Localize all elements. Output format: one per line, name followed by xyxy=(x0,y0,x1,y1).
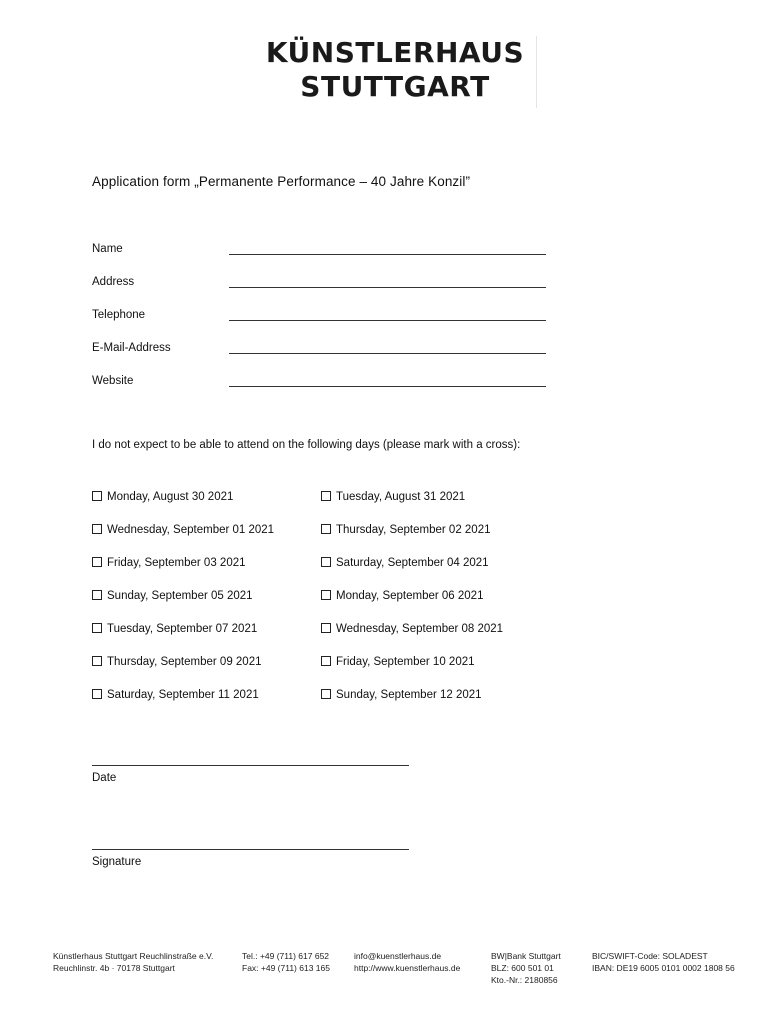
checkbox-icon[interactable] xyxy=(321,689,331,699)
footer-fax: Fax: +49 (711) 613 165 xyxy=(242,963,330,973)
website-label: Website xyxy=(92,375,134,387)
day-label: Thursday, September 09 2021 xyxy=(107,656,262,668)
attendance-instruction: I do not expect to be able to attend on the following days (please mark with a cross): xyxy=(92,439,521,451)
checkbox-icon[interactable] xyxy=(92,491,102,501)
day-label: Monday, September 06 2021 xyxy=(336,590,484,602)
checkbox-icon[interactable] xyxy=(92,524,102,534)
day-label: Tuesday, August 31 2021 xyxy=(336,491,466,503)
address-field[interactable] xyxy=(229,287,546,288)
day-checkbox-sep-09[interactable] xyxy=(92,656,262,668)
website-field[interactable] xyxy=(229,386,546,387)
checkbox-icon[interactable] xyxy=(321,656,331,666)
checkbox-icon[interactable] xyxy=(321,491,331,501)
date-field[interactable] xyxy=(92,765,409,766)
day-label: Wednesday, September 08 2021 xyxy=(336,623,504,635)
checkbox-icon[interactable] xyxy=(321,590,331,600)
email-field[interactable] xyxy=(229,353,546,354)
day-checkbox-sep-11[interactable] xyxy=(92,689,259,701)
logo-line-2: STUTTGART xyxy=(300,70,490,103)
checkbox-icon[interactable] xyxy=(92,689,102,699)
footer-phone xyxy=(242,950,330,974)
checkbox-icon[interactable] xyxy=(92,557,102,567)
day-label: Tuesday, September 07 2021 xyxy=(107,623,258,635)
day-label: Monday, August 30 2021 xyxy=(107,491,234,503)
checkbox-icon[interactable] xyxy=(321,557,331,567)
email-label: E-Mail-Address xyxy=(92,342,171,354)
footer-iban: IBAN: DE19 6005 0101 0002 1808 56 xyxy=(592,963,735,973)
footer-contact xyxy=(354,950,460,974)
footer-bic: BIC/SWIFT-Code: SOLADEST xyxy=(592,951,708,961)
day-checkbox-sep-01[interactable] xyxy=(92,524,274,536)
signature-field[interactable] xyxy=(92,849,409,850)
day-checkbox-aug-30[interactable] xyxy=(92,491,233,503)
name-label: Name xyxy=(92,243,123,255)
footer-bank xyxy=(491,950,561,986)
day-checkbox-aug-31[interactable] xyxy=(321,491,465,503)
day-checkbox-sep-02[interactable] xyxy=(321,524,491,536)
day-checkbox-sep-08[interactable] xyxy=(321,623,503,635)
footer-website-link[interactable]: http://www.kuenstlerhaus.de xyxy=(354,963,461,973)
checkbox-icon[interactable] xyxy=(92,656,102,666)
checkbox-icon[interactable] xyxy=(321,623,331,633)
day-checkbox-sep-10[interactable] xyxy=(321,656,475,668)
footer-account: Kto.-Nr.: 2180856 xyxy=(491,975,558,985)
footer-email-link[interactable]: info@kuenstlerhaus.de xyxy=(354,951,442,961)
day-label: Sunday, September 12 2021 xyxy=(336,689,482,701)
day-label: Saturday, September 04 2021 xyxy=(336,557,489,569)
checkbox-icon[interactable] xyxy=(92,590,102,600)
day-label: Friday, September 03 2021 xyxy=(107,557,246,569)
footer-bank-name: BW|Bank Stuttgart xyxy=(491,951,561,961)
day-label: Saturday, September 11 2021 xyxy=(107,689,259,701)
address-label: Address xyxy=(92,276,135,288)
day-checkbox-sep-07[interactable] xyxy=(92,623,257,635)
day-label: Thursday, September 02 2021 xyxy=(336,524,491,536)
day-checkbox-sep-05[interactable] xyxy=(92,590,253,602)
logo-line-1: KÜNSTLERHAUS xyxy=(265,36,525,69)
date-label: Date xyxy=(92,772,117,784)
footer-blz: BLZ: 600 501 01 xyxy=(491,963,554,973)
footer-street: Reuchlinstr. 4b · 70178 Stuttgart xyxy=(53,963,175,973)
kuenstlerhaus-logo xyxy=(254,36,537,108)
name-field[interactable] xyxy=(229,254,546,255)
day-checkbox-sep-03[interactable] xyxy=(92,557,246,569)
day-checkbox-sep-04[interactable] xyxy=(321,557,489,569)
day-label: Sunday, September 05 2021 xyxy=(107,590,253,602)
form-title: Application form „Permanente Performance – 40 Jahre Konzil” xyxy=(92,174,471,189)
signature-label: Signature xyxy=(92,856,142,868)
day-label: Wednesday, September 01 2021 xyxy=(107,524,275,536)
day-label: Friday, September 10 2021 xyxy=(336,656,475,668)
telephone-label: Telephone xyxy=(92,309,146,321)
day-checkbox-sep-12[interactable] xyxy=(321,689,482,701)
checkbox-icon[interactable] xyxy=(92,623,102,633)
footer-address xyxy=(53,950,213,974)
checkbox-icon[interactable] xyxy=(321,524,331,534)
footer-bic-iban xyxy=(592,950,735,974)
footer-org-name: Künstlerhaus Stuttgart Reuchlinstraße e.V. xyxy=(53,951,214,961)
day-checkbox-sep-06[interactable] xyxy=(321,590,483,602)
telephone-field[interactable] xyxy=(229,320,546,321)
footer-tel: Tel.: +49 (711) 617 652 xyxy=(242,951,330,961)
